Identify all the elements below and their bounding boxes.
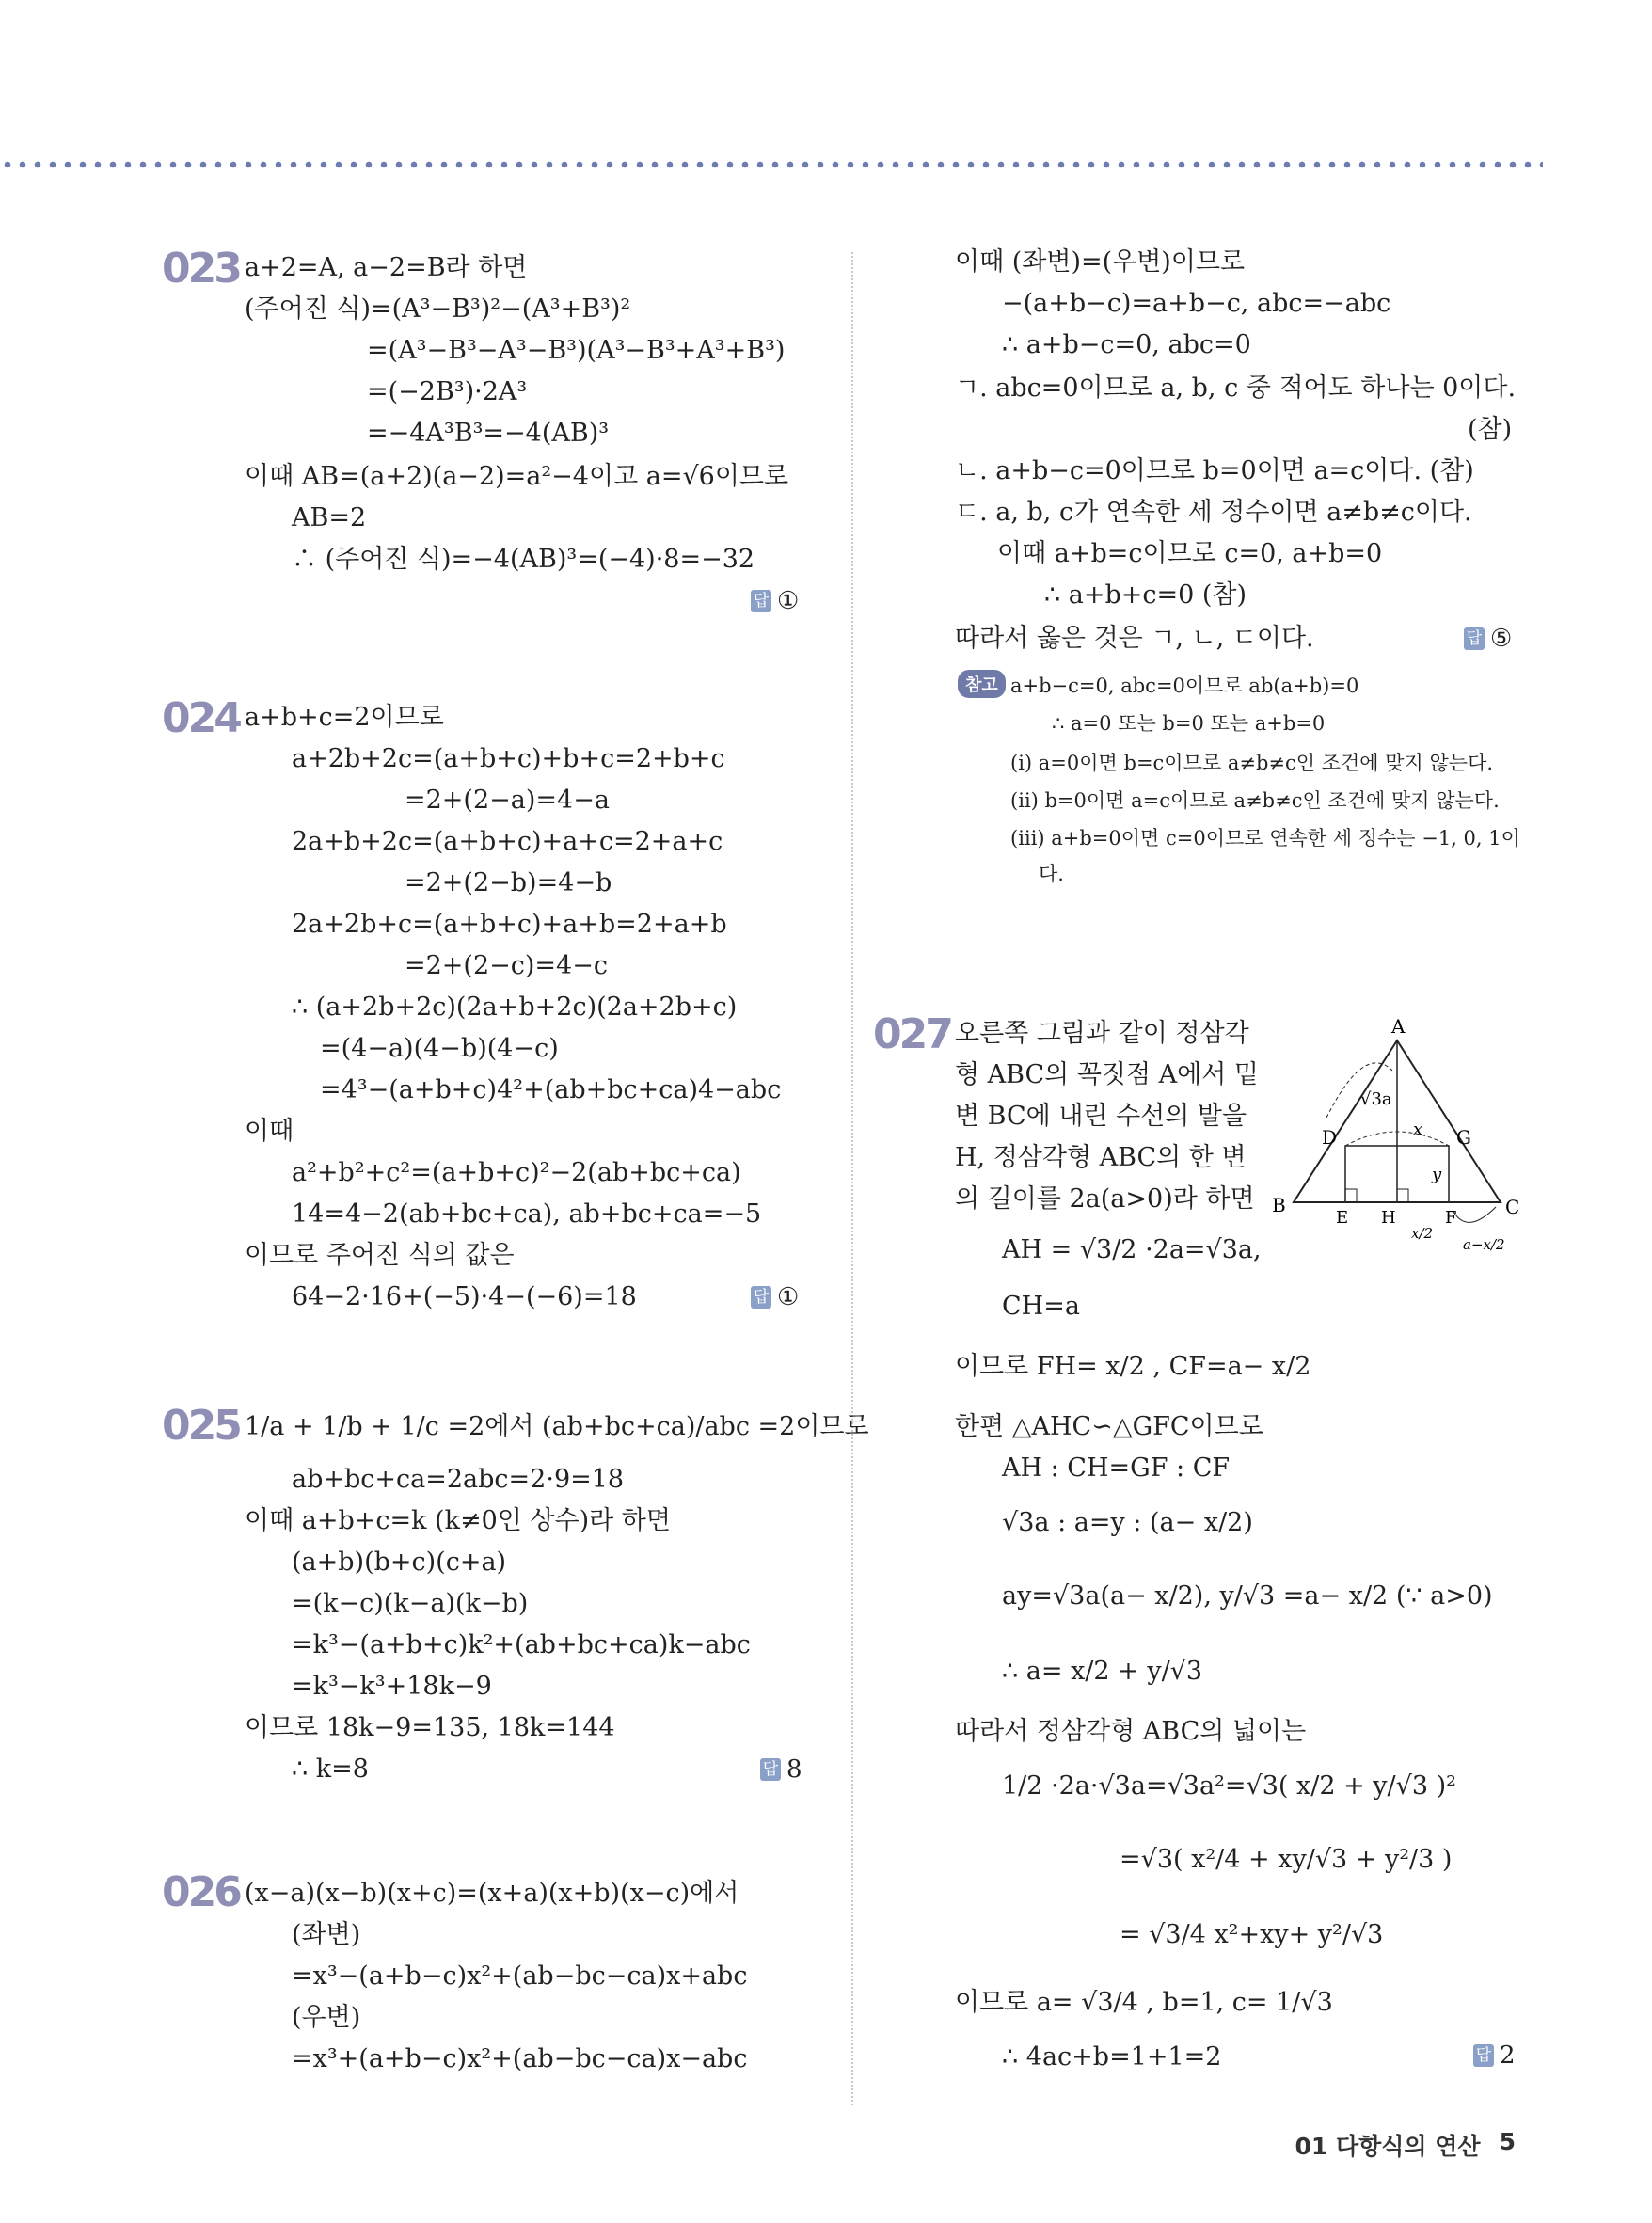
solution-line: =(A³−B³−A³−B³)(A³−B³+A³+B³) bbox=[367, 336, 786, 365]
figure-label: x/2 bbox=[1411, 1225, 1434, 1242]
solution-line: CH=a bbox=[1002, 1292, 1080, 1321]
solution-line: 64−2·16+(−5)·4−(−6)=18 bbox=[292, 1282, 637, 1311]
solution-line: 이므로 a= √3/4 , b=1, c= 1/√3 bbox=[955, 1988, 1333, 2017]
solution-line: 2a+2b+c=(a+b+c)+a+b=2+a+b bbox=[292, 910, 727, 939]
solution-line: AB=2 bbox=[292, 503, 367, 532]
solution-line: 이므로 FH= x/2 , CF=a− x/2 bbox=[955, 1352, 1311, 1381]
answer-badge bbox=[1464, 625, 1512, 653]
answer-tag: 답 bbox=[1473, 2044, 1494, 2067]
answer-tag: 답 bbox=[760, 1758, 781, 1781]
solution-line: =2+(2−c)=4−c bbox=[405, 951, 608, 980]
solution-line: 따라서 옳은 것은 ㄱ, ㄴ, ㄷ이다. bbox=[955, 624, 1314, 653]
answer-badge bbox=[760, 1755, 802, 1784]
solution-line: 오른쪽 그림과 같이 정삼각 bbox=[955, 1019, 1249, 1048]
solution-line: 이때 bbox=[245, 1117, 294, 1146]
solution-line: 이때 a+b+c=k (k≠0인 상수)라 하면 bbox=[245, 1506, 671, 1535]
problem-number: 027 bbox=[873, 1010, 951, 1058]
note-line: (ⅲ) a+b=0이면 c=0이므로 연속한 세 정수는 −1, 0, 1이 bbox=[1010, 827, 1520, 850]
figure-label: y bbox=[1432, 1165, 1442, 1184]
figure-label: B bbox=[1272, 1194, 1286, 1216]
solution-line: 1/a + 1/b + 1/c =2에서 (ab+bc+ca)/abc =2이므로 bbox=[245, 1412, 869, 1441]
solution-line: AH : CH=GF : CF bbox=[1002, 1453, 1231, 1483]
solution-line: =2+(2−a)=4−a bbox=[405, 786, 610, 815]
solution-line: (좌변) bbox=[292, 1920, 361, 1949]
page-number: 5 bbox=[1499, 2128, 1516, 2155]
answer-value: ⑤ bbox=[1490, 625, 1513, 653]
solution-line: =(4−a)(4−b)(4−c) bbox=[320, 1034, 559, 1063]
figure-label: A bbox=[1391, 1015, 1406, 1038]
solution-line: −(a+b−c)=a+b−c, abc=−abc bbox=[1002, 289, 1391, 318]
answer-badge bbox=[751, 1283, 799, 1311]
figure-label: a−x/2 bbox=[1463, 1236, 1505, 1253]
solution-line: ∴ k=8 bbox=[292, 1755, 369, 1784]
problem-number: 023 bbox=[162, 245, 240, 293]
solution-line: =(−2B³)·2A³ bbox=[367, 377, 528, 406]
solution-line: ∴ a+b−c=0, abc=0 bbox=[1002, 330, 1251, 359]
solution-line: a²+b²+c²=(a+b+c)²−2(ab+bc+ca) bbox=[292, 1158, 741, 1187]
triangle-figure bbox=[1270, 1014, 1524, 1259]
solution-line: ㄷ. a, b, c가 연속한 세 정수이면 a≠b≠c이다. bbox=[955, 498, 1472, 527]
solution-line: 이때 (좌변)=(우변)이므로 bbox=[955, 247, 1246, 277]
solution-line: 이때 AB=(a+2)(a−2)=a²−4이고 a=√6이므로 bbox=[245, 462, 789, 491]
solution-line: 한편 △AHC∽△GFC이므로 bbox=[955, 1412, 1263, 1441]
solution-line: 형 ABC의 꼭짓점 A에서 밑 bbox=[955, 1060, 1259, 1089]
figure-label: C bbox=[1505, 1196, 1520, 1218]
solution-line: (x−a)(x−b)(x+c)=(x+a)(x+b)(x−c)에서 bbox=[245, 1879, 739, 1908]
solution-line: H, 정삼각형 ABC의 한 변 bbox=[955, 1143, 1247, 1172]
solution-line: 1/2 ·2a·√3a=√3a²=√3( x/2 + y/√3 )² bbox=[1002, 1771, 1456, 1801]
solution-line: a+2=A, a−2=B라 하면 bbox=[245, 253, 528, 282]
solution-line: =4³−(a+b+c)4²+(ab+bc+ca)4−abc bbox=[320, 1075, 782, 1104]
solution-line: =√3( x²/4 + xy/√3 + y²/3 ) bbox=[1120, 1845, 1453, 1874]
problem-number: 026 bbox=[162, 1868, 240, 1916]
solution-line: 의 길이를 2a(a>0)라 하면 bbox=[955, 1184, 1255, 1214]
solution-line: AH = √3/2 ·2a=√3a, bbox=[1002, 1235, 1262, 1264]
solution-line: a+b+c=2이므로 bbox=[245, 703, 444, 732]
solution-line: =2+(2−b)=4−b bbox=[405, 868, 612, 897]
solution-line: ab+bc+ca=2abc=2·9=18 bbox=[292, 1465, 625, 1494]
figure-label: x bbox=[1413, 1119, 1423, 1139]
solution-line: ∴ (a+2b+2c)(2a+b+2c)(2a+2b+c) bbox=[292, 992, 738, 1022]
answer-value: 2 bbox=[1500, 2041, 1516, 2070]
solution-line: ∴ (주어진 식)=−4(AB)³=(−4)·8=−32 bbox=[292, 545, 755, 574]
solution-line: 이므로 18k−9=135, 18k=144 bbox=[245, 1713, 615, 1742]
note-line: (ⅰ) a=0이면 b=c이므로 a≠b≠c인 조건에 맞지 않는다. bbox=[1010, 752, 1494, 774]
answer-value: ① bbox=[777, 1283, 800, 1311]
solution-line: ∴ a= x/2 + y/√3 bbox=[1002, 1657, 1203, 1686]
figure-label: F bbox=[1445, 1208, 1457, 1228]
solution-line: √3a : a=y : (a− x/2) bbox=[1002, 1508, 1253, 1537]
figure-label: E bbox=[1336, 1208, 1349, 1228]
note-line: a+b−c=0, abc=0이므로 ab(a+b)=0 bbox=[1010, 675, 1359, 697]
solution-line: (우변) bbox=[292, 2003, 361, 2032]
top-dotted-rule bbox=[0, 160, 1543, 169]
note-line: 다. bbox=[1039, 863, 1064, 885]
solution-line: ㄴ. a+b−c=0이므로 b=0이면 a=c이다. (참) bbox=[955, 456, 1474, 485]
solution-line: =−4A³B³=−4(AB)³ bbox=[367, 419, 610, 448]
figure-label: D bbox=[1322, 1126, 1338, 1149]
column-divider bbox=[851, 252, 853, 2105]
note-line: ∴ a=0 또는 b=0 또는 a+b=0 bbox=[1052, 712, 1326, 735]
solution-line: 이므로 주어진 식의 값은 bbox=[245, 1241, 515, 1270]
solution-line: ∴ 4ac+b=1+1=2 bbox=[1002, 2042, 1222, 2072]
solution-line: a+2b+2c=(a+b+c)+b+c=2+b+c bbox=[292, 744, 725, 773]
solution-line: =x³−(a+b−c)x²+(ab−bc−ca)x+abc bbox=[292, 1961, 748, 1991]
solution-line: =x³+(a+b−c)x²+(ab−bc−ca)x−abc bbox=[292, 2044, 748, 2073]
solution-line: = √3/4 x²+xy+ y²/√3 bbox=[1120, 1920, 1384, 1949]
solution-line: =k³−k³+18k−9 bbox=[292, 1672, 492, 1701]
answer-tag: 답 bbox=[751, 590, 771, 612]
answer-badge bbox=[751, 587, 799, 615]
answer-badge bbox=[1473, 2041, 1516, 2070]
figure-label: H bbox=[1381, 1208, 1396, 1228]
problem-number: 024 bbox=[162, 694, 240, 742]
solution-line: 14=4−2(ab+bc+ca), ab+bc+ca=−5 bbox=[292, 1199, 762, 1229]
answer-value: 8 bbox=[786, 1755, 802, 1784]
solution-line: (주어진 식)=(A³−B³)²−(A³+B³)² bbox=[245, 294, 631, 324]
solution-line: =k³−(a+b+c)k²+(ab+bc+ca)k−abc bbox=[292, 1630, 751, 1659]
solution-line: 따라서 정삼각형 ABC의 넓이는 bbox=[955, 1717, 1307, 1746]
figure-label: G bbox=[1456, 1126, 1471, 1149]
page-footer bbox=[1295, 2128, 1516, 2162]
solution-line: ㄱ. abc=0이므로 a, b, c 중 적어도 하나는 0이다. bbox=[955, 373, 1517, 403]
solution-line: 2a+b+2c=(a+b+c)+a+c=2+a+c bbox=[292, 827, 723, 856]
solution-line: 변 BC에 내린 수선의 발을 bbox=[955, 1102, 1247, 1131]
solution-line: (참) bbox=[1468, 415, 1513, 444]
solution-line: (a+b)(b+c)(c+a) bbox=[292, 1548, 507, 1577]
solution-line: ay=√3a(a− x/2), y/√3 =a− x/2 (∵ a>0) bbox=[1002, 1581, 1493, 1611]
answer-tag: 답 bbox=[1464, 627, 1485, 650]
solution-line: 이때 a+b=c이므로 c=0, a+b=0 bbox=[997, 539, 1383, 568]
chapter-title: 01 다항식의 연산 bbox=[1295, 2133, 1481, 2160]
problem-number: 025 bbox=[162, 1402, 240, 1450]
note-line: (ⅱ) b=0이면 a=c이므로 a≠b≠c인 조건에 맞지 않는다. bbox=[1010, 789, 1500, 812]
solution-line: =(k−c)(k−a)(k−b) bbox=[292, 1589, 529, 1618]
answer-value: ① bbox=[777, 587, 800, 615]
solution-line: ∴ a+b+c=0 (참) bbox=[1044, 580, 1247, 610]
figure-label: √3a bbox=[1360, 1089, 1392, 1109]
answer-tag: 답 bbox=[751, 1286, 771, 1309]
note-tag: 참고 bbox=[958, 670, 1006, 698]
